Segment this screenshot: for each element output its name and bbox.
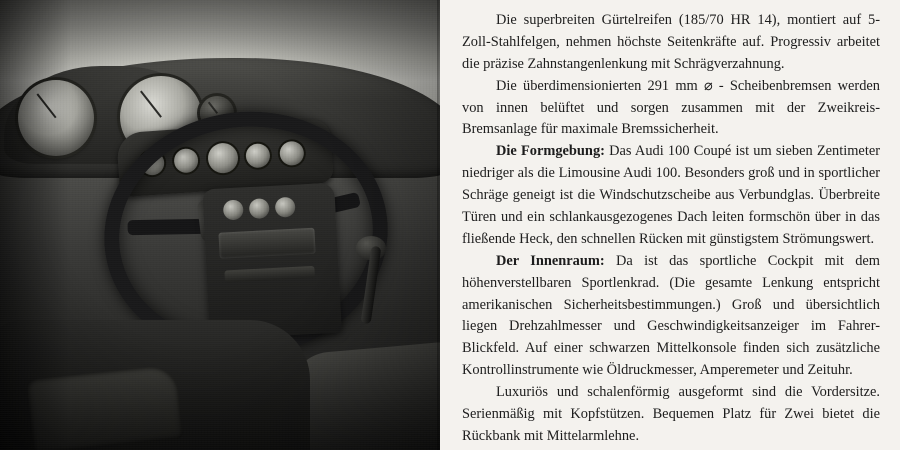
body-text-column (440, 0, 900, 450)
paragraph-tires-steering (462, 10, 880, 76)
paragraph-interior (462, 251, 880, 382)
paragraph-body: Da ist das sportliche Cockpit mit dem höhenverstellbaren Sportlenkrad. (Die gesamte Lenkung entspricht amerikanischen Sicherheitsbestimmungen.) Groß und übersichtlich liegen Drehzahlmesser und Geschwindigkeitsanzeiger im Fahrer-Blickfeld. Auf einer schwarzen Mittelkonsole finden sich zusätzliche Kontrollinstrumente wie Öldruckmesser, Amperemeter und Zeituhr. (462, 252, 880, 379)
paragraph-body: Die überdimensionierten 291 mm ⌀ - Scheibenbremsen werden von innen belüftet und sorgen zusammen mit der Zweikreis-Bremsanlage für maximale Bremssicherheit. (462, 77, 880, 138)
paragraph-seats (462, 382, 880, 448)
paragraph-body: Das Audi 100 Coupé ist um sieben Zentimeter niedriger als die Limousine Audi 100. Besonders groß und in sportlicher Schräge geneigt ist die Windschutzscheibe aus Verbundglas. Überbreite Türen und ein schlankausgezogenes Dach leiten formschön über in das fließende Heck, den schnellen Rücken mit günstigstem Strömungswert. (462, 143, 880, 247)
paragraph-body: Die superbreiten Gürtelreifen (185/70 HR 14), montiert auf 5-Zoll-Stahlfelgen, nehmen höchste Seitenkräfte auf. Progressiv arbeitet die präzise Zahnstangenlenkung mit Schrägverzahnung. (462, 12, 880, 72)
paragraph-lead-in: Die Formgebung: (496, 143, 605, 160)
paragraph-styling (462, 141, 880, 250)
paragraph-body: Luxuriös und schalenförmig ausgeformt sind die Vordersitze. Serienmäßig mit Kopfstützen. Bequemen Platz für Zwei bietet die Rückbank mit Mittelarmlehne. (462, 384, 880, 444)
audi-100-coupe-interior-photo (0, 0, 440, 450)
paragraph-brakes (462, 76, 880, 142)
paragraph-lead-in: Der Innenraum: (496, 252, 605, 269)
photo-grain (0, 0, 440, 450)
